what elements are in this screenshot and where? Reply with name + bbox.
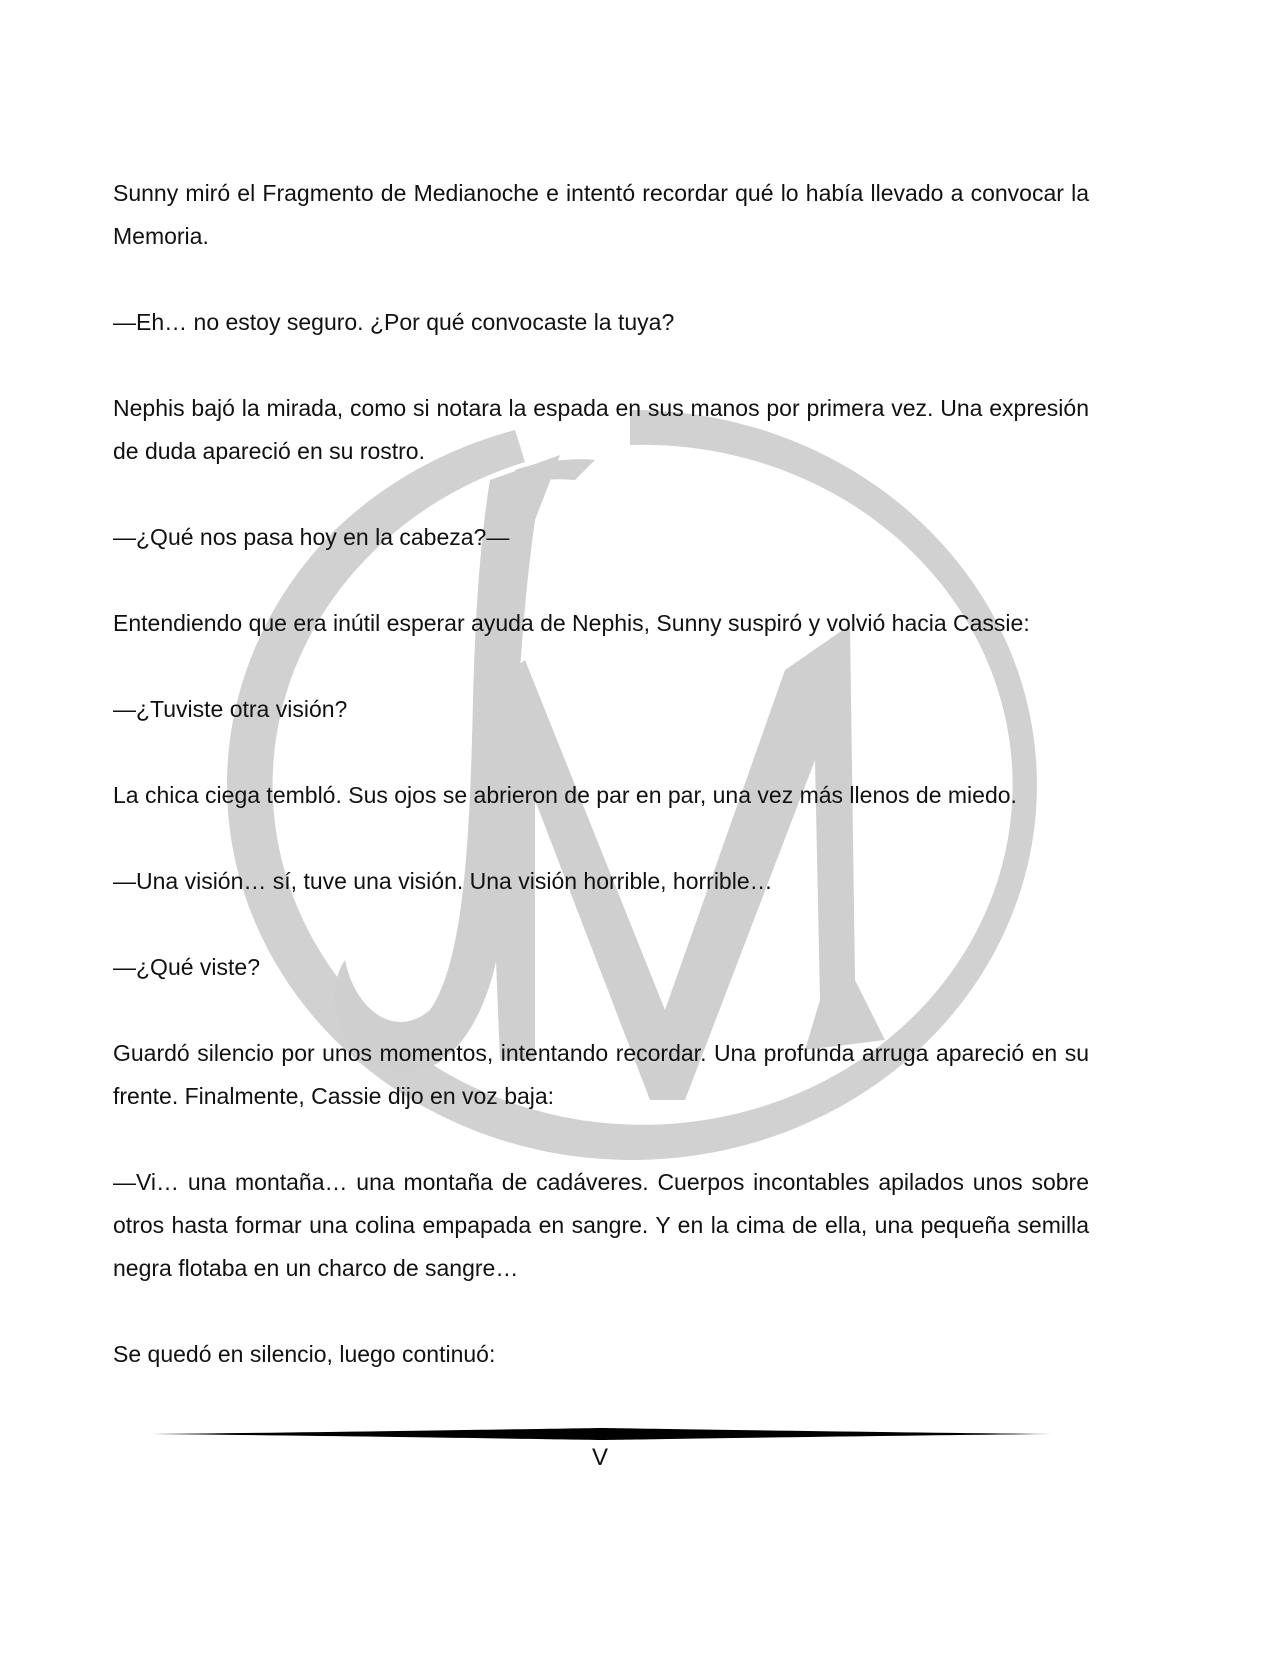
page-number: V xyxy=(591,1444,608,1471)
paragraph: Entendiendo que era inútil esperar ayuda de Nephis, Sunny suspiró y volvió hacia Cassie: xyxy=(113,610,1030,636)
paragraph: Se quedó en silencio, luego continuó: xyxy=(113,1341,496,1367)
paragraph: Nephis bajó la mirada, como si notara la espada en sus manos por primera vez. Una expresión de duda apareció en su rostro. xyxy=(113,395,1089,464)
paragraph: Guardó silencio por unos momentos, intentando recordar. Una profunda arruga apareció en su frente. Finalmente, Cassie dijo en voz baja: xyxy=(113,1040,1089,1109)
paragraph: Sunny miró el Fragmento de Medianoche e intentó recordar qué lo había llevado a convocar la Memoria. xyxy=(113,180,1089,249)
paragraph: —¿Tuviste otra visión? xyxy=(113,696,348,722)
document-body xyxy=(113,172,1089,1419)
paragraph: La chica ciega tembló. Sus ojos se abrieron de par en par, una vez más llenos de miedo. xyxy=(113,782,1017,808)
paragraph: —¿Qué nos pasa hoy en la cabeza?— xyxy=(113,524,510,550)
paragraph: —Una visión… sí, tuve una visión. Una visión horrible, horrible… xyxy=(113,868,773,894)
paragraph: —Vi… una montaña… una montaña de cadáveres. Cuerpos incontables apilados unos sobre otros hasta formar una colina empapada en sangre. Y en la cima de ella, una pequeña semilla negra flotaba en un charco de sangre… xyxy=(113,1169,1089,1281)
footer-divider xyxy=(152,1428,1052,1440)
paragraph: —¿Qué viste? xyxy=(113,954,260,980)
paragraph: —Eh… no estoy seguro. ¿Por qué convocaste la tuya? xyxy=(113,309,675,335)
